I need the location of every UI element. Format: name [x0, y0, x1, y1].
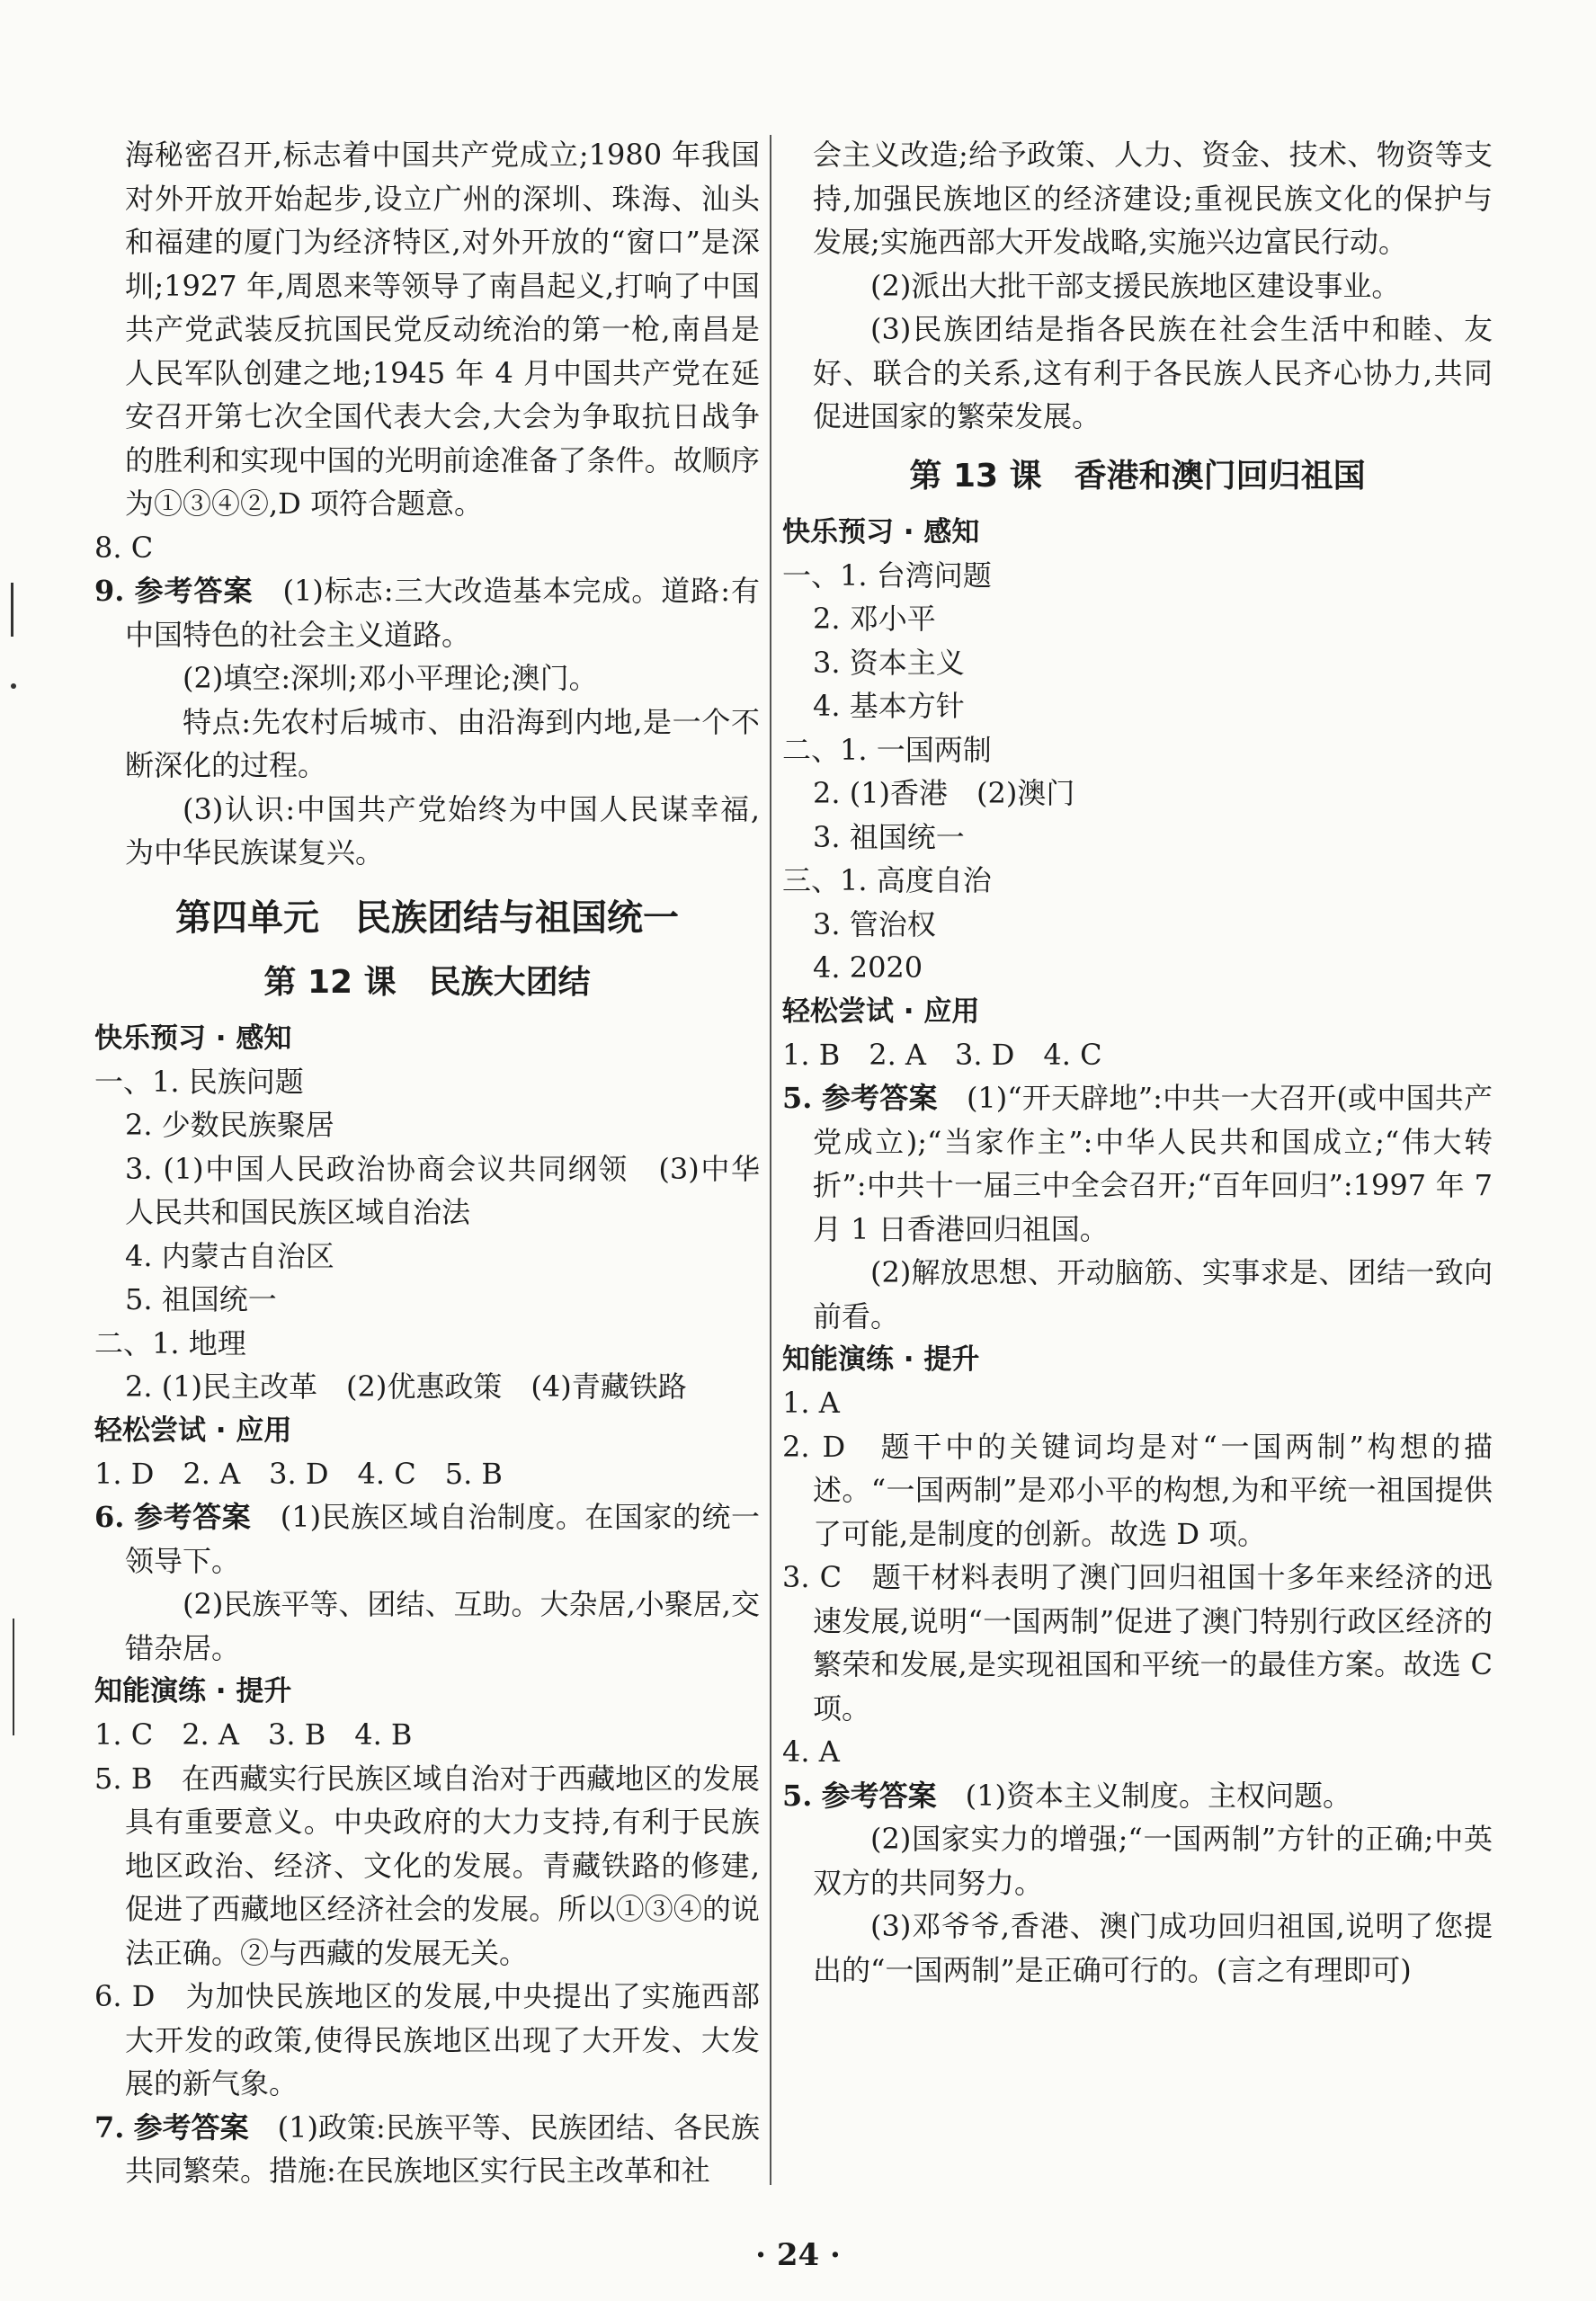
continued-answer-3: (3)民族团结是指各民族在社会生活中和睦、友好、联合的关系,这有利于各民族人民齐心协力,共同促进国家的繁荣发展。 — [813, 312, 1493, 433]
intro-paragraph: 海秘密召开,标志着中国共产党成立;1980 年我国对外开放开始起步,设立广州的深圳、珠海、汕头和福建的厦门为经济特区,对外开放的“窗口”是深圳;1927 年,周恩来等领导了南昌起义,打响了中国共产党武装反抗国民党反动统治的第一枪,南昌是人民军队创建之地;1945 年 4 月中国共产党在延安召开第七次全国代表大会,大会为争取抗日战争的胜利和实现中国的光明前途准备了条件。故顺序为①③④②,D 项符合题意。 — [125, 138, 760, 521]
reference-answer-label: 参考答案 — [134, 1500, 252, 1534]
try-answer-6 — [94, 1495, 760, 1583]
preview-item: 二、1. 一国两制 — [782, 732, 992, 767]
question-number: 9. — [94, 574, 125, 608]
preview-item: 3. 管治权 — [813, 906, 936, 941]
margin-mark — [13, 1619, 14, 1735]
drill-answer-6: 6. D 为加快民族地区的发展,中央提出了实施西部大开发的政策,使得民族地区出现了大开发、大发展的新气象。 — [94, 1979, 760, 2100]
drill-answer-5: 5. B 在西藏实行民族区域自治对于西藏地区的发展具有重要意义。中央政府的大力支持,有利于民族地区政治、经济、文化的发展。青藏铁路的修建,促进了西藏地区经济社会的发展。所以①③④的说法正确。②与西藏的发展无关。 — [94, 1761, 760, 1970]
preview-item: 2. (1)民主改革 (2)优惠政策 (4)青藏铁路 — [125, 1369, 687, 1404]
drill-answer-3: 3. C 题干材料表明了澳门回归祖国十多年来经济的迅速发展,说明“一国两制”促进了澳门特别行政区经济的繁荣和发展,是实现祖国和平统一的最佳方案。故选 C 项。 — [782, 1560, 1502, 1726]
drill-answer-7 — [94, 2106, 760, 2193]
answer-9-part-2: (2)填空:深圳;邓小平理论;澳门。 — [183, 661, 598, 695]
reference-answer-label: 参考答案 — [134, 574, 254, 608]
try-answer-6-part-1: (1)民族区域自治制度。在国家的统一领导下。 — [125, 1500, 760, 1578]
preview-item: 4. 内蒙古自治区 — [125, 1238, 334, 1273]
preview-item: 5. 祖国统一 — [125, 1282, 277, 1316]
preview-item: 3. 资本主义 — [813, 645, 965, 680]
margin-mark — [11, 683, 16, 689]
preview-item: 3. (1)中国人民政治协商会议共同纲领 (3)中华人民共和国民族区域自治法 — [125, 1151, 760, 1229]
continued-answer-2: (2)派出大批干部支援民族地区建设事业。 — [870, 268, 1401, 303]
drill-answer-5-part-3: (3)邓爷爷,香港、澳门成功回归祖国,说明了您提出的“一国两制”是正确可行的。(言之有理即可) — [813, 1909, 1493, 1987]
page-number: · 24 · — [755, 2237, 841, 2273]
section-drill: 知能演练 · 提升 — [782, 1343, 980, 1376]
drill-answer-4: 4. A — [782, 1735, 840, 1769]
try-answer-5 — [782, 1076, 1502, 1251]
answer-9 — [94, 569, 760, 656]
drill-answer-2: 2. D 题干中的关键词均是对“一国两制”构想的描述。“一国两制”是邓小平的构想,为和平统一祖国提供了可能,是制度的创新。故选 D 项。 — [782, 1429, 1493, 1551]
try-answer-5-part-2: (2)解放思想、开动脑筋、实事求是、团结一致向前看。 — [813, 1255, 1493, 1333]
preview-item: 4. 基本方针 — [813, 689, 965, 723]
preview-item: 2. 邓小平 — [813, 602, 936, 636]
question-number: 7. — [94, 2109, 125, 2145]
drill-answer-5-part-2: (2)国家实力的增强;“一国两制”方针的正确;中英双方的共同努力。 — [813, 1822, 1493, 1900]
preview-item: 一、1. 民族问题 — [94, 1064, 304, 1099]
section-drill: 知能演练 · 提升 — [94, 1675, 292, 1708]
drill-answer-1: 1. A — [782, 1386, 840, 1420]
preview-item: 三、1. 高度自治 — [782, 863, 992, 897]
preview-item: 3. 祖国统一 — [813, 819, 965, 854]
left-column — [94, 133, 760, 2193]
unit-title: 第四单元 民族团结与祖国统一 — [175, 896, 679, 939]
preview-item: 2. 少数民族聚居 — [125, 1108, 334, 1142]
section-preview: 快乐预习 · 感知 — [94, 1021, 292, 1055]
drill-answers: 1. C 2. A 3. B 4. B — [94, 1717, 413, 1752]
preview-item: 一、1. 台湾问题 — [782, 557, 992, 593]
try-answers: 1. D 2. A 3. D 4. C 5. B — [94, 1456, 503, 1491]
question-number: 6. — [94, 1500, 125, 1534]
drill-answer-5 — [782, 1774, 1493, 1818]
lesson-12-title: 第 12 课 民族大团结 — [263, 963, 591, 1001]
lesson-13-title: 第 13 课 香港和澳门回归祖国 — [909, 457, 1366, 495]
right-column — [782, 133, 1502, 1992]
try-answers: 1. B 2. A 3. D 4. C — [782, 1037, 1102, 1072]
answer-9-part-3: (3)认识:中国共产党始终为中国人民谋幸福,为中华民族谋复兴。 — [125, 791, 760, 870]
preview-item: 4. 2020 — [813, 950, 923, 985]
section-preview: 快乐预习 · 感知 — [782, 515, 980, 548]
continued-answer: 会主义改造;给予政策、人力、资金、技术、物资等支持,加强民族地区的经济建设;重视民族文化的保护与发展;实施西部大开发战略,实施兴边富民行动。 — [813, 138, 1493, 259]
drill-answer-5-part-1: (1)资本主义制度。主权问题。 — [965, 1778, 1351, 1813]
reference-answer-label: 参考答案 — [821, 1081, 938, 1115]
margin-mark — [11, 583, 13, 637]
answer-9-part-1: (1)标志:三大改造基本完成。道路:有中国特色的社会主义道路。 — [125, 574, 760, 652]
column-divider — [770, 135, 771, 2185]
question-number: 5. — [782, 1081, 813, 1115]
answer-8: 8. C — [94, 530, 154, 565]
section-try: 轻松尝试 · 应用 — [94, 1414, 292, 1447]
section-try: 轻松尝试 · 应用 — [782, 994, 980, 1028]
preview-item: 二、1. 地理 — [94, 1325, 246, 1360]
reference-answer-label: 参考答案 — [133, 2109, 249, 2145]
try-answer-5-part-1: (1)“开天辟地”:中共一大召开(或中国共产党成立);“当家作主”:中华人民共和国成立;“伟大转折”:中共十一届三中全会召开;“百年回归”:1997 年 7 月 1 日香港回归祖国。 — [813, 1081, 1502, 1246]
try-answer-6-part-2: (2)民族平等、团结、互助。大杂居,小聚居,交错杂居。 — [125, 1587, 760, 1665]
reference-answer-label: 参考答案 — [821, 1778, 937, 1813]
answer-9-part-2b: 特点:先农村后城市、由沿海到内地,是一个不断深化的过程。 — [125, 704, 760, 782]
drill-answer-7-part-1: (1)政策:民族平等、民族团结、各民族共同繁荣。措施:在民族地区实行民主改革和社 — [125, 2109, 760, 2188]
question-number: 5. — [782, 1778, 813, 1813]
preview-item: 2. (1)香港 (2)澳门 — [813, 776, 1075, 810]
